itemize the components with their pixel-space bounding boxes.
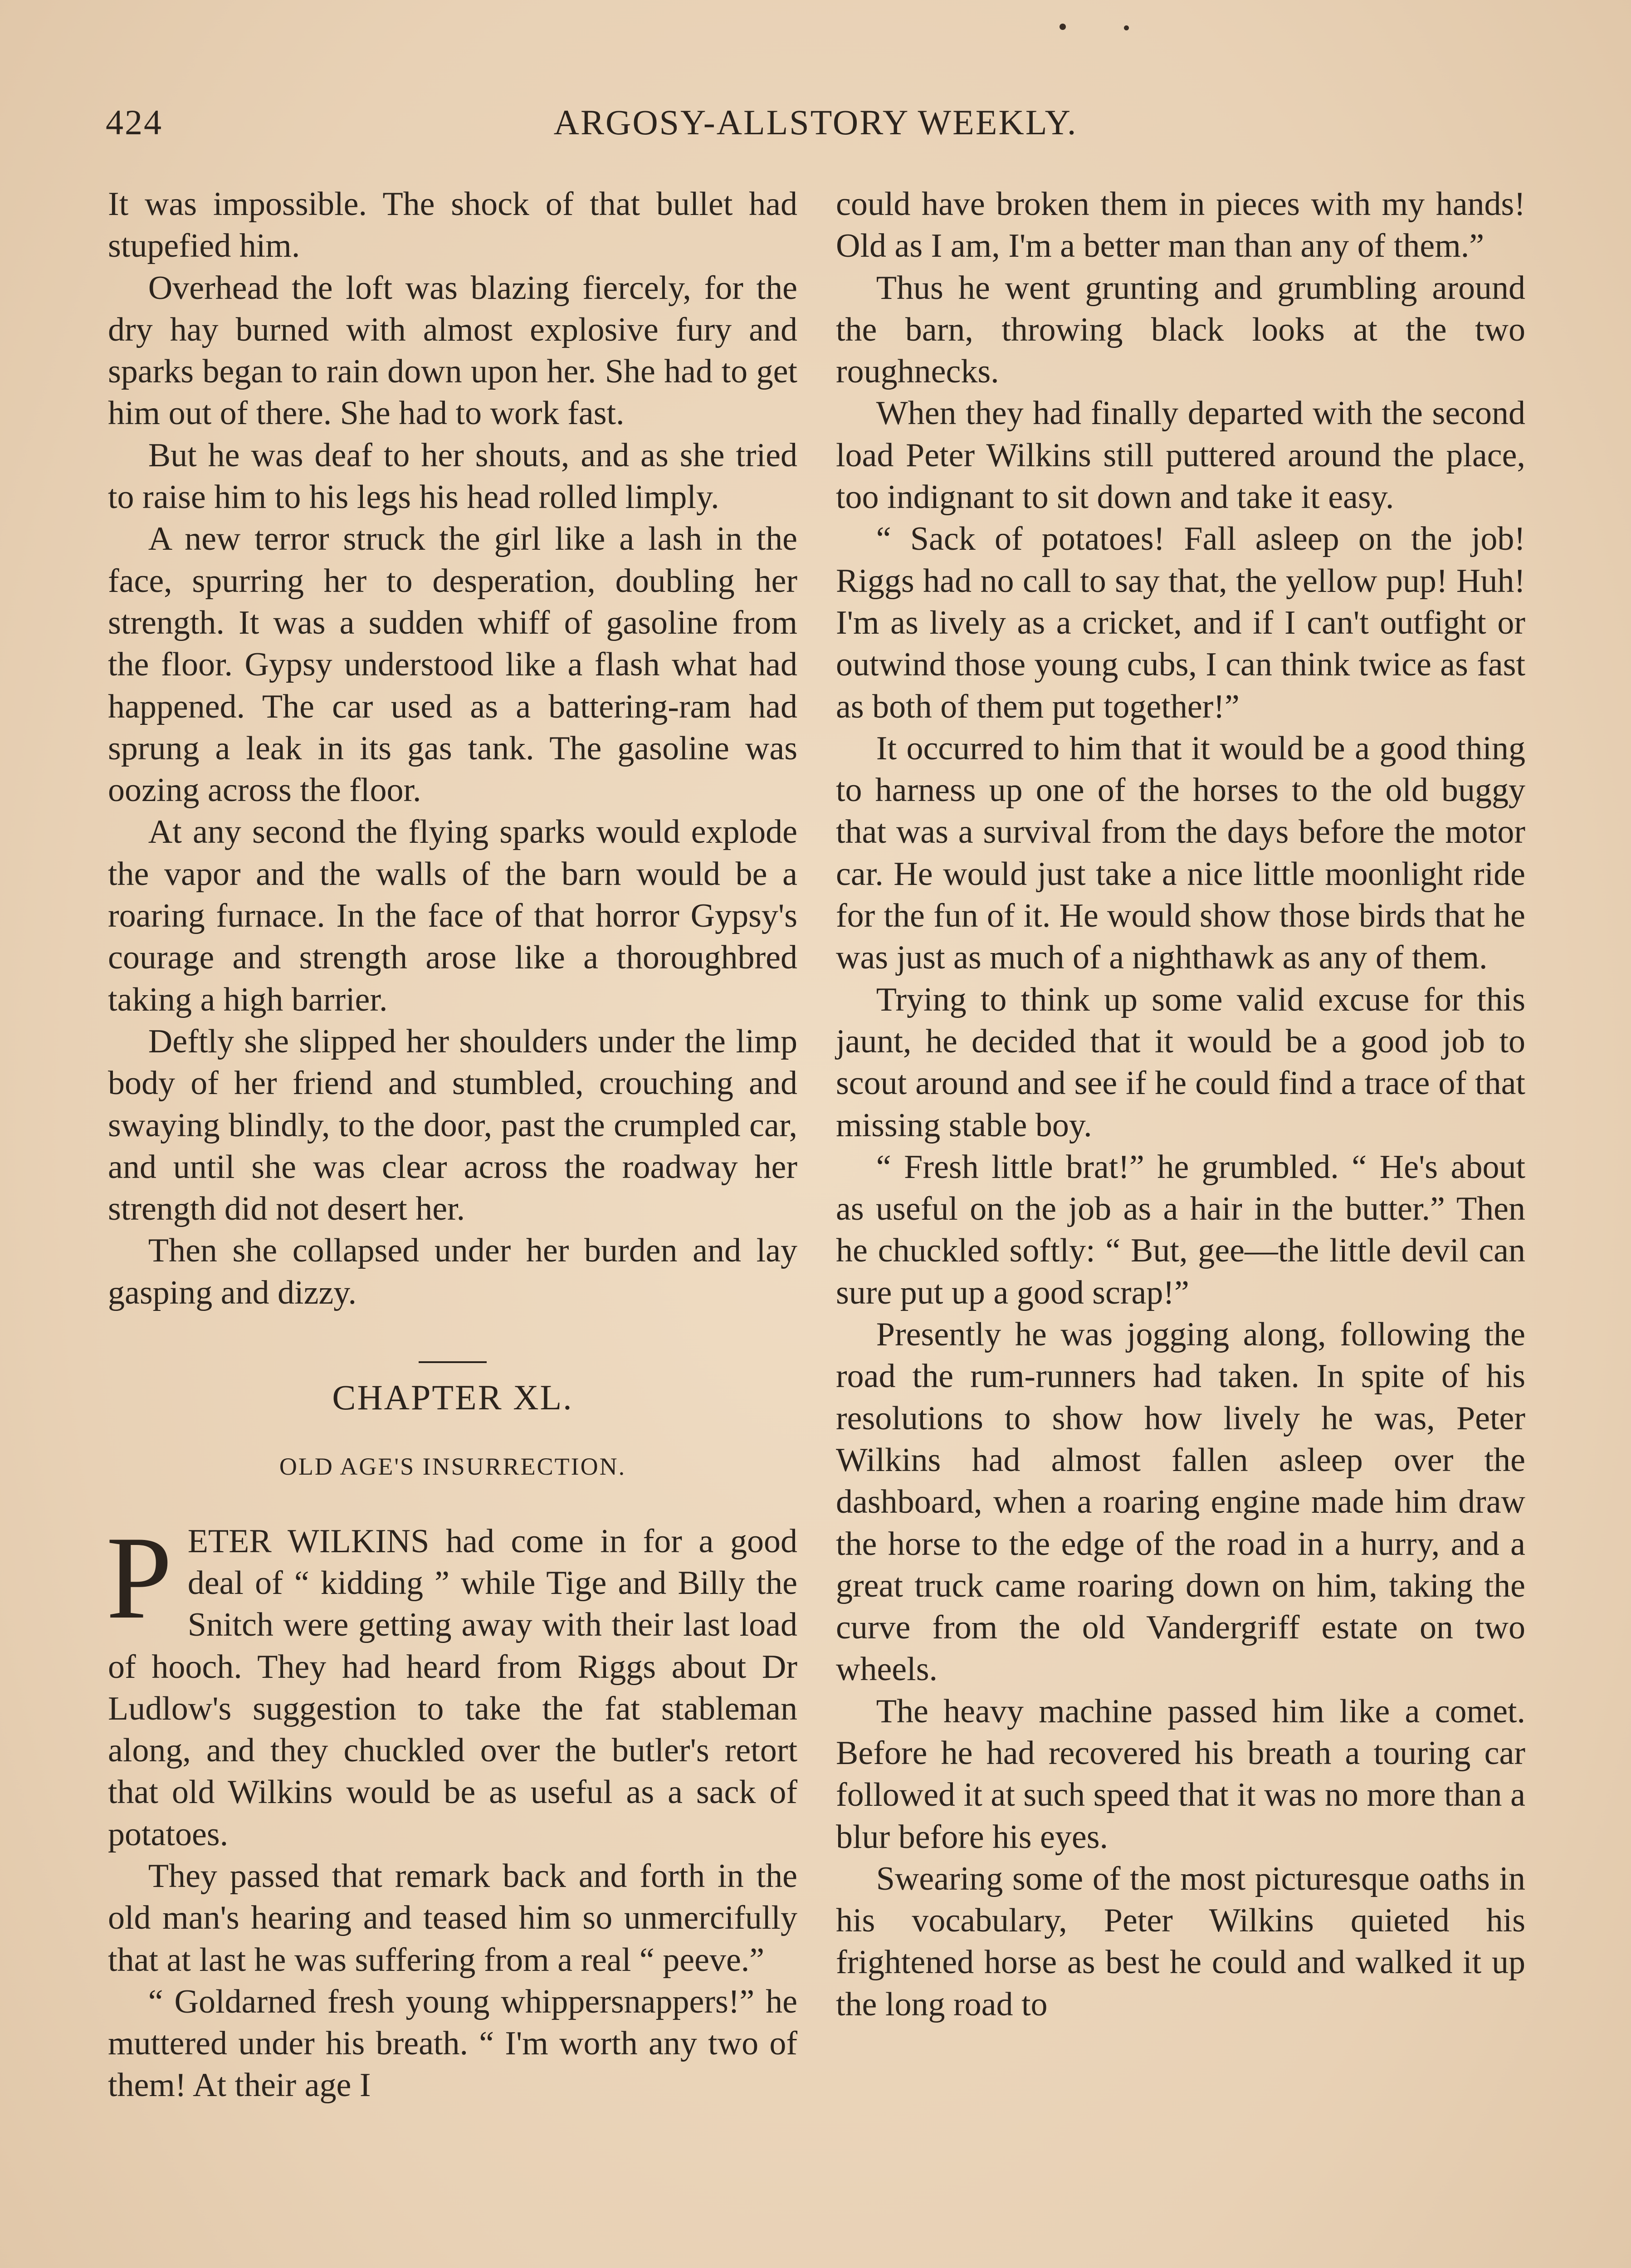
paragraph: When they had finally departed with the second load Peter Wilkins still puttered around the place, too indignant to sit down and take it easy.: [836, 395, 1525, 516]
paragraph: They passed that remark back and forth in the old man's hearing and teased him so unmercifully that at last he was suffering from a real “ peeve.”: [108, 1857, 797, 1979]
page-number: 424: [106, 103, 163, 142]
chapter-subtitle: OLD AGE'S INSURRECTION.: [279, 1453, 626, 1481]
paragraph: A new terror struck the girl like a lash in the face, spurring her to desperation, doubling her strength. It was a sudden whiff of gasoline from the floor. Gypsy understood like a flash what had happened. The car used as a battering-ram had sprung a leak in its gas tank. The gasoline was oozing across the floor.: [108, 520, 797, 809]
paragraph: Swearing some of the most picturesque oaths in his vocabulary, Peter Wilkins quieted his frightened horse as best he could and walked it up the long road to: [836, 1860, 1525, 2023]
running-header: [106, 102, 1525, 152]
paragraph: Then she collapsed under her burden and lay gasping and dizzy.: [108, 1232, 797, 1311]
paragraph: “ Goldarned fresh young whippersnappers!” he muttered under his breath. “ I'm worth any two of them! At their age I: [108, 1983, 797, 2104]
paragraph: It was impossible. The shock of that bullet had stupefied him.: [108, 186, 797, 265]
chapter-opening-paragraph: [106, 1511, 797, 1855]
paragraph: Overhead the loft was blazing fiercely, for the dry hay burned with almost explosive fury and sparks began to rain down upon her. She had to get him out of there. She had to work fast.: [108, 269, 797, 432]
chapter-heading: CHAPTER XL.: [332, 1378, 573, 1418]
paragraph: Trying to think up some valid excuse for this jaunt, he decided that it would be a good job to scout around and see if he could find a trace of that missing stable boy.: [836, 981, 1525, 1144]
ink-speck: [1124, 25, 1129, 30]
paragraph: “ Sack of potatoes! Fall asleep on the job! Riggs had no call to say that, the yellow pup! Huh! I'm as lively as a cricket, and if I can't outfight or outwind those young cubs, I can think twice as fast as both of them put together!”: [836, 520, 1525, 725]
paragraph: could have broken them in pieces with my hands! Old as I am, I'm a better man than any of them.”: [836, 186, 1525, 265]
paragraph: “ Fresh little brat!” he grumbled. “ He's about as useful on the job as a hair in the butter.” Then he chuckled softly: “ But, gee—the little devil can sure put up a good scrap!”: [836, 1148, 1525, 1311]
left-column: [108, 183, 797, 2107]
paragraph: It occurred to him that it would be a good thing to harness up one of the horses to the old buggy that was a survival from the days before the motor car. He would just take a nice little moonlight ride for the fun of it. He would show those birds that he was just as much of a nighthawk as any of them.: [836, 729, 1525, 977]
section-divider: [419, 1361, 487, 1363]
magazine-title: ARGOSY-ALLSTORY WEEKLY.: [553, 103, 1078, 142]
paragraph: Deftly she slipped her shoulders under the limp body of her friend and stumbled, crouching and swaying blindly, to the door, past the crumpled car, and until she was clear across the roadway her strength did not desert her.: [108, 1022, 797, 1228]
chapter-opening-text: ETER WILKINS had come in for a good deal of “ kidding ” while Tige and Billy the Snitch were getting away with their last load of hooch. They had heard from Riggs about Dr Ludlow's suggestion to take the fat stableman along, and they chuckled over the butler's retort that old Wilkins would be as useful as a sack of potatoes.: [108, 1522, 797, 1853]
paragraph: At any second the flying sparks would explode the vapor and the walls of the barn would be a roaring furnace. In the face of that horror Gypsy's courage and strength arose like a thoroughbred taking a high barrier.: [108, 813, 797, 1018]
paragraph: Thus he went grunting and grumbling around the barn, throwing black looks at the two roughnecks.: [836, 269, 1525, 391]
ink-speck: [1060, 24, 1066, 30]
paragraph: Presently he was jogging along, following the road the rum-runners had taken. In spite of his resolutions to show how lively he was, Peter Wilkins had almost fallen asleep over the dashboard, when a roaring engine made him draw the horse to the edge of the road in a hurry, and a great truck came roaring down on him, taking the curve from the old Vandergriff estate on two wheels.: [836, 1316, 1525, 1688]
drop-cap: P: [106, 1511, 172, 1643]
paragraph: The heavy machine passed him like a comet. Before he had recovered his breath a touring car followed it at such speed that it was no more than a blur before his eyes.: [836, 1692, 1525, 1856]
right-column: [836, 183, 1525, 2025]
paragraph: But he was deaf to her shouts, and as she tried to raise him to his legs his head rolled limply.: [108, 436, 797, 516]
